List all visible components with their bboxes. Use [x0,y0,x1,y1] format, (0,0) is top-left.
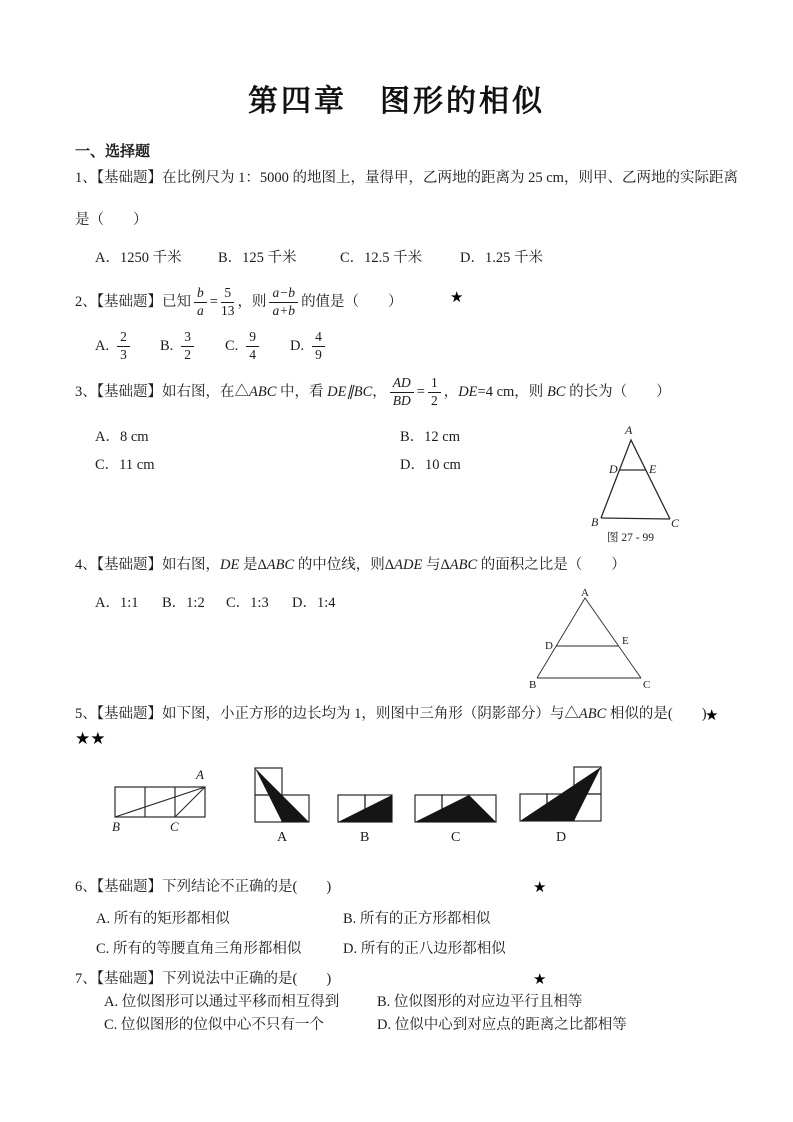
q6-text: 6、【基础题】下列结论不正确的是( ) [75,879,332,895]
q4-fig-label-c: C [643,679,651,691]
q3-option-d: D．10 cm [400,457,461,473]
q7-option-c: C. 位似图形的位似中心不只有一个 [104,1017,324,1033]
q5-option-b-figure [336,766,398,846]
q3-fig-label-b: B [591,515,599,529]
q4-text: 4、【基础题】如右图，DE 是ΔABC 的中位线，则ΔADE 与ΔABC 的面积之比是（ ） [75,557,626,573]
q4-fig-label-b: B [529,679,537,691]
q5-option-b-label: B [360,830,370,845]
q5-star: ★ [705,708,719,724]
q2-option-c: C. $\frac{9}{4}$ [225,330,262,362]
q1-option-a: A．1250 千米 [95,250,182,266]
q4-option-a: A．1:1 [95,595,139,611]
q5-option-c-label: C [451,830,461,845]
q2-star: ★ [450,290,464,306]
q7-option-d: D. 位似中心到对应点的距离之比都相等 [377,1017,627,1033]
q5-option-c-figure [413,766,501,846]
q7-option-a: A. 位似图形可以通过平移而相互得到 [104,994,340,1010]
q2-option-d: D. $\frac{4}{9}$ [290,330,328,362]
q5-option-a-label: A [277,830,288,845]
q3-fraction-1-2: $\frac{1}{2}$ [428,376,441,408]
q2-fraction-a-b: $\frac{a-b}{a+b}$ [269,286,298,318]
q3-option-c: C．11 cm [95,457,155,473]
q3-fig-label-e: E [649,462,657,476]
q5-option-d-figure [518,766,606,846]
q6-option-d: D. 所有的正八边形都相似 [343,941,506,957]
q1-text-line1: 1、【基础题】在比例尺为 1：5000 的地图上，量得甲，乙两地的距离为 25 cm，则甲、乙两地的实际距离 [75,170,738,186]
q1-text-line2: 是（ ） [75,212,148,228]
q5-ref-label-a: A [196,767,204,782]
q2-option-b: B. $\frac{3}{2}$ [160,330,197,362]
q4-option-d: D．1:4 [292,595,336,611]
q5-ref-label-b: B [112,819,120,834]
q6-option-a: A. 所有的矩形都相似 [96,911,230,927]
q2-prefix: 2、【基础题】已知 [75,293,191,310]
q3-triangle-figure [583,420,695,548]
q2-fraction-5-13: $\frac{5}{13}$ [220,284,235,318]
q2-suffix: 的值是（ ） [301,293,403,310]
q6-option-b: B. 所有的正方形都相似 [343,911,491,927]
q4-option-c: C．1:3 [226,595,269,611]
q6-option-c: C. 所有的等腰直角三角形都相似 [96,941,302,957]
q3-fig-caption: 图 27 - 99 [607,532,654,544]
section-heading: 一、选择题 [75,144,151,160]
q3-fig-label-a: A [625,423,633,437]
q4-triangle-figure [521,588,661,698]
q4-fig-label-d: D [545,640,553,652]
q1-option-d: D．1.25 千米 [460,250,543,266]
q5-option-d-label: D [556,830,567,845]
q2-option-a: A. $\frac{2}{3}$ [95,330,133,362]
q7-option-b: B. 位似图形的对应边平行且相等 [377,994,583,1010]
q4-option-b: B．1:2 [162,595,205,611]
q2-mid: ，则 [237,293,267,310]
q6-star: ★ [533,880,547,896]
q4-fig-label-e: E [622,635,629,647]
q3-option-b: B．12 cm [400,429,461,445]
equals-sign: = [209,293,218,310]
q3-option-a: A．8 cm [95,429,149,445]
q3-fraction-ad-bd: $\frac{AD}{BD}$ [390,376,414,408]
q5-ref-label-c: C [170,819,179,834]
q5-star-row2: ★★ [75,729,106,748]
q4-fig-label-a: A [581,588,589,599]
q7-star: ★ [533,972,547,988]
q7-text: 7、【基础题】下列说法中正确的是( ) [75,971,332,987]
q1-option-b: B．125 千米 [218,250,297,266]
q3-text: 3、【基础题】如右图，在△ ABC 中，看 DE∥BC ， $\frac{AD}{BD}$ = $\frac{1}{2}$ ， DE =4 cm，则 BC 的长为（ ） [75,374,671,408]
q1-option-c: C．12.5 千米 [340,250,423,266]
q5-text: 5、【基础题】如下图，小正方形的边长均为 1，则图中三角形（阴影部分）与△ABC 相似的是( ) [75,706,707,722]
q3-fig-label-c: C [671,516,680,530]
q2-fraction-b-a: $\frac{b}{a}$ [194,286,207,318]
page-title: 第四章 图形的相似 [248,85,545,118]
q2-text [75,280,403,324]
q5-option-a-figure [253,766,315,846]
q3-fig-label-d: D [609,462,618,476]
q5-reference-grid-figure [110,765,215,841]
equals-sign: = [416,383,425,400]
